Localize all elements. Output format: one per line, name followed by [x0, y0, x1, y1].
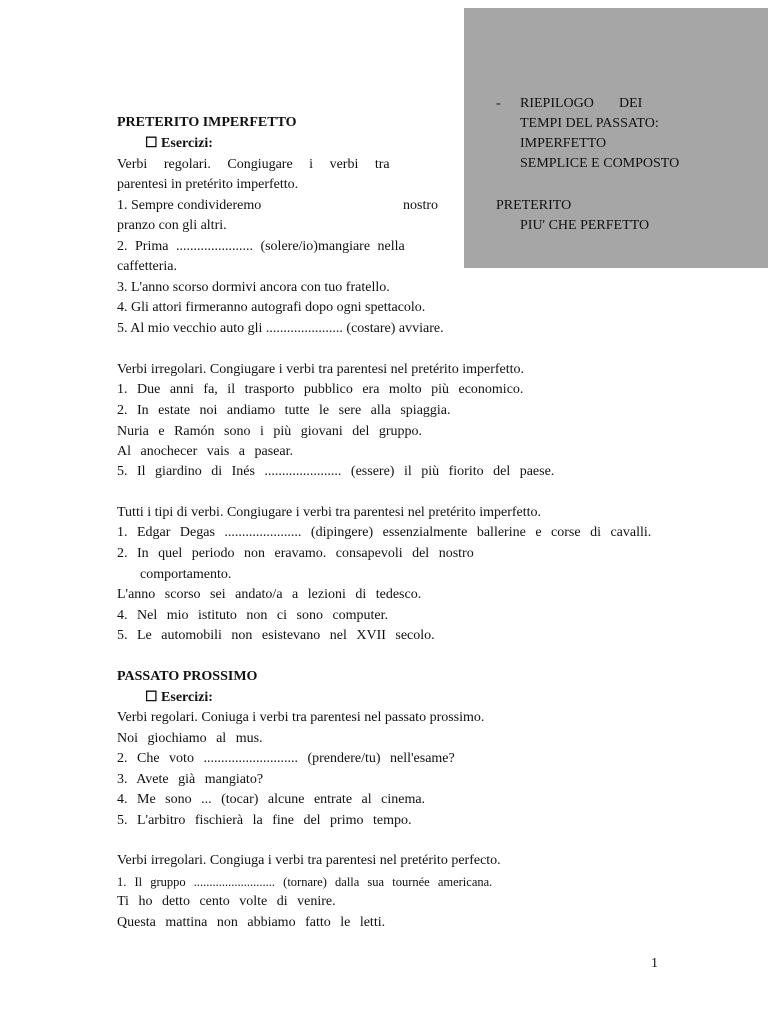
irregolari-intro: Verbi irregolari. Congiugare i verbi tra parentesi nel pretérito imperfetto. — [117, 362, 525, 377]
exercise-item: L'anno scorso sei andato/a a lezioni di tedesco. — [117, 587, 422, 602]
exercise-item: 2. Che voto ........................... (prendere/tu) nell'esame? — [117, 751, 455, 766]
summary-line-5: PRETERITO — [496, 198, 572, 213]
exercise-item: pranzo con gli altri. — [117, 218, 227, 233]
section-heading-imperfetto: PRETERITO IMPERFETTO — [117, 115, 297, 130]
exercise-item: 5. Al mio vecchio auto gli ...................... (costare) avviare. — [117, 321, 444, 336]
exercise-item: Ti ho detto cento volte di venire. — [117, 894, 336, 909]
regolari-intro-2: parentesi in pretérito imperfetto. — [117, 177, 299, 192]
summary-line-3: IMPERFETTO — [520, 136, 607, 151]
exercise-item: 3. L'anno scorso dormivi ancora con tuo fratello. — [117, 280, 390, 295]
exercise-item: Noi giochiamo al mus. — [117, 731, 263, 746]
exercise-item: Questa mattina non abbiamo fatto le letti. — [117, 915, 386, 930]
section-heading-prossimo: PASSATO PROSSIMO — [117, 669, 258, 684]
tutti-intro: Tutti i tipi di verbi. Congiugare i verbi tra parentesi nel pretérito imperfetto. — [117, 505, 542, 520]
exercise-item: 1. Due anni fa, il trasporto pubblico era molto più economico. — [117, 382, 524, 397]
exercise-item: 5. L'arbitro fischierà la fine del primo tempo. — [117, 813, 412, 828]
exercise-item: 2. In quel periodo non eravamo. consapevoli del nostro — [117, 546, 474, 561]
exercise-item: 2. In estate noi andiamo tutte le sere alla spiaggia. — [117, 403, 451, 418]
summary-line-4: SEMPLICE E COMPOSTO — [520, 156, 680, 171]
exercise-item: caffetteria. — [117, 259, 177, 274]
irregolari-intro: Verbi irregolari. Congiuga i verbi tra parentesi nel pretérito perfecto. — [117, 853, 501, 868]
exercise-item: 1. Sempre condivideremo — [117, 198, 262, 213]
summary-line-6: PIU' CHE PERFETTO — [520, 218, 650, 233]
exercise-item: 2. Prima ...................... (solere/io)mangiare nella — [117, 239, 405, 254]
exercise-item: 1. Edgar Degas ...................... (dipingere) essenzialmente ballerine e corse di cavalli. — [117, 525, 652, 540]
exercise-item: Al anochecer vais a pasear. — [117, 444, 293, 459]
regolari-intro: Verbi regolari. Coniuga i verbi tra parentesi nel passato prossimo. — [117, 710, 485, 725]
page-number: 1 — [651, 956, 658, 971]
regolari-intro-1 — [117, 156, 437, 174]
summary-line-1b: DEI — [619, 96, 643, 111]
exercises-label: ☐ Esercizi: — [145, 136, 213, 151]
summary-bullet: - — [496, 96, 501, 111]
exercise-item-tail: nostro — [403, 198, 438, 213]
exercise-item: Nuria e Ramón sono i più giovani del gruppo. — [117, 424, 423, 439]
summary-line-1: RIEPILOGO — [520, 96, 594, 111]
exercise-item: 5. Il giardino di Inés ...................... (essere) il più fiorito del paese. — [117, 464, 555, 479]
exercise-item: 4. Me sono ... (tocar) alcune entrate al cinema. — [117, 792, 426, 807]
summary-line-2: TEMPI DEL PASSATO: — [520, 116, 659, 131]
exercise-item: 4. Nel mio istituto non ci sono computer. — [117, 608, 389, 623]
exercise-item: 1. Il gruppo .......................... (tornare) dalla sua tournée americana. — [117, 875, 493, 889]
exercise-item: 5. Le automobili non esistevano nel XVII secolo. — [117, 628, 435, 643]
regolari-intro-text: Verbi regolari. Congiugare i verbi tra — [117, 157, 390, 172]
exercise-item: comportamento. — [140, 567, 232, 582]
exercise-item: 4. Gli attori firmeranno autografi dopo ogni spettacolo. — [117, 300, 426, 315]
exercise-item: 3. Avete già mangiato? — [117, 772, 264, 787]
exercises-label: ☐ Esercizi: — [145, 690, 213, 705]
